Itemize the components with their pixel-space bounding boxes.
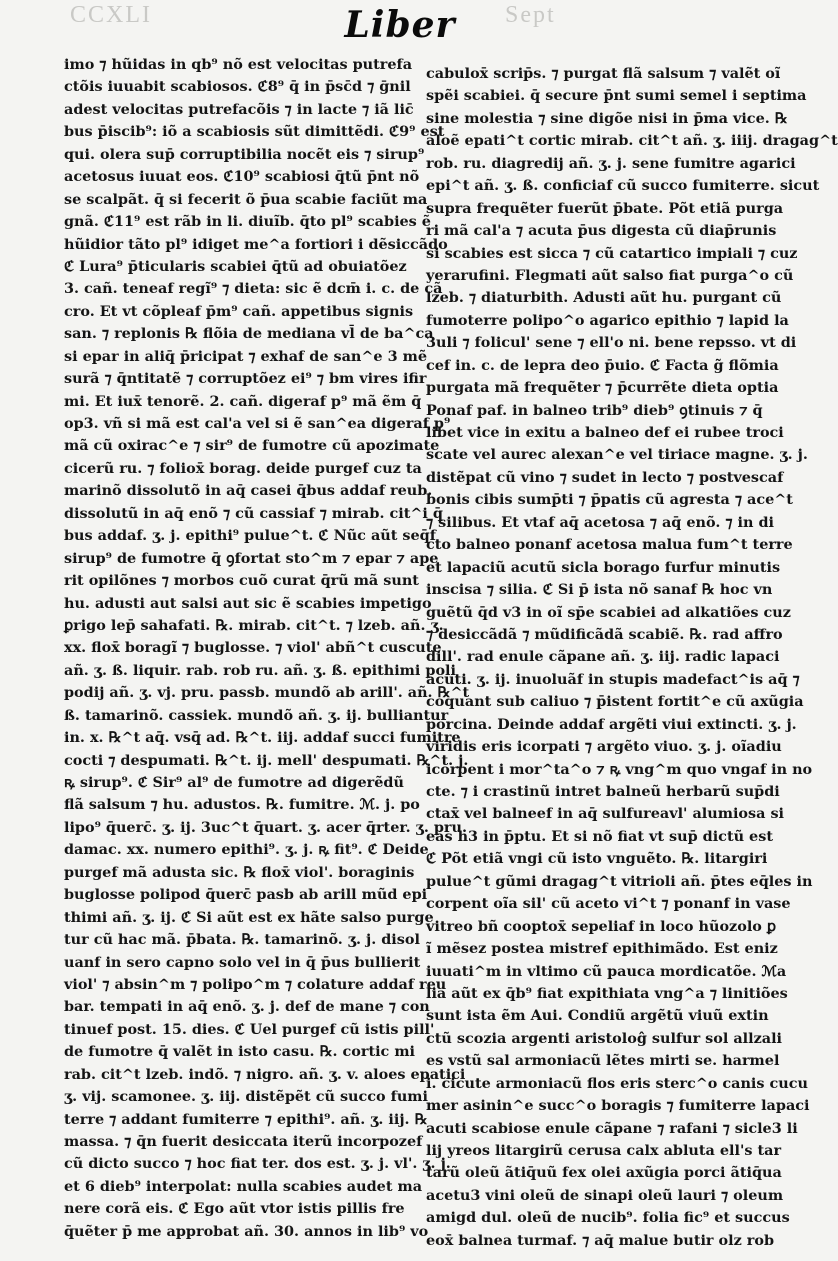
right-column-line: dill'. rad enule cãpane añ. ʒ. iij. radic lapaci (426, 648, 780, 666)
left-column-line: ß. tamarinõ. cassiek. mundõ añ. ʒ. ij. bulliantur (64, 706, 449, 724)
left-column-line: ꝶ sirup⁹. ℭ Sir⁹ al⁹ de fumotre ad digerẽdũ (64, 774, 404, 791)
right-column-line: inscisa ⁊ silia. ℭ Si p̄ ista nõ sanaf ℞ hoc vn (426, 581, 773, 599)
left-column-line: podij añ. ʒ. vj. pru. passb. mundõ ab arill'. añ. ℞^t (64, 684, 470, 702)
left-column-line: hu. adusti aut salsi aut sic ẽ scabies impetigo (64, 594, 432, 612)
left-column-line: ꝑrigo lep̄ sahafati. ℞. mirab. cit^t. ⁊ lzeb. añ. ʒ. (64, 616, 444, 634)
left-column-line: imo ⁊ hũidas in qb⁹ nõ est velocitas putrefa (64, 56, 413, 73)
running-head: Liber (344, 4, 456, 46)
left-column-line: purgef mã adusta sic. ℞ flox̄ viol'. boraginis (64, 863, 415, 881)
left-column-line: gnã. ℭ11⁹ est rãb in li. diuĩb. q̄to pl⁹ scabies ẽ (64, 213, 431, 231)
left-column-line: tinuef post. 15. dies. ℭ Uel purgef cũ istis pill' (64, 1020, 435, 1038)
right-column-line: purgata mã frequẽter ⁊ p̄currẽte dieta optia (426, 379, 779, 397)
right-column-line: acuti scabiose enule cãpane ⁊ rafani ⁊ sicle3 li (426, 1119, 798, 1137)
right-column-line: ĩ mẽsez postea mistref epithimãdo. Est eniz (426, 940, 778, 958)
right-column-line: viridis eris icorpati ⁊ argẽto viuo. ʒ. j. oĩadiu (426, 738, 782, 756)
right-column-line: yerarufini. Flegmati aũt salso fiat purga^o cũ (426, 266, 794, 284)
left-column-line: lipo⁹ q̄uerc̄. ʒ. ij. 3uc^t q̄uart. ʒ. acer q̄rter. ʒ. pru. (64, 818, 467, 836)
left-column-line: 3. cañ. teneaf regĩ⁹ ⁊ dieta: sic ẽ dcm̄ i. c. de cã (64, 280, 443, 298)
left-column-line: op3. vñ si mã est cal'a vel si ẽ san^ea digeraf p⁹ (64, 415, 451, 432)
left-column-line: bus p̄iscib⁹: iõ a scabiosis sũt dimittẽdi. ℭ9⁹ est (64, 123, 445, 141)
left-column-line: de fumotre q̄ valẽt in isto casu. ℞. cortic mi (64, 1043, 416, 1061)
left-column-line: sirup⁹ de fumotre q̄ ꝯfortat sto^m ⁊ epar ⁊ ape (64, 549, 439, 567)
right-column-line: bonis cibis sump̄ti ⁊ p̄patis cũ agresta ⁊ ace^t (426, 491, 793, 509)
right-column-line: epi^t añ. ʒ. ß. conficiaf cũ succo fumiterre. sicut (426, 177, 820, 195)
left-column-line: cicerũ ru. ⁊ foliox̄ borag. deide purgef cuz ta (64, 459, 422, 477)
right-column-line: guẽtũ q̄d v3 in oĩ sp̄e scabiei ad alkatiões cuz (426, 603, 791, 621)
left-column-line: acetosus iuuat eos. ℭ10⁹ scabiosi q̄tũ p̄nt nõ (64, 168, 420, 186)
left-column-line: viol' ⁊ absin^m ⁊ polipo^m ⁊ colature addaf reu (64, 975, 447, 993)
left-column-line: adest velocitas putrefacõis ⁊ in lacte ⁊ iã lic̄ (64, 100, 414, 118)
left-column-line: uanf in sero capno solo vel in q̄ p̄us bullierit (64, 953, 421, 971)
right-column-line: acetu3 vini oleũ de sinapi oleũ lauri ⁊ oleum (426, 1186, 784, 1204)
right-column-line: spẽi scabiei. q̄ secure p̄nt sumi semel i septima (426, 87, 807, 105)
left-column-line: marinõ dissolutõ in aq̄ casei q̄bus addaf reub. (64, 482, 433, 500)
left-column-line: si epar in aliq̄ p̄ricipat ⁊ exhaf de san^e 3 mẽ (64, 347, 427, 365)
right-column-line: amigd dul. oleũ de nucib⁹. folia fic⁹ et succus (426, 1209, 790, 1227)
left-column-line: hũidior tãto pl⁹ idiget me^a fortiori i dẽsiccãdo (64, 235, 448, 253)
right-column-line: acuti. ʒ. ij. inuoluãf in stupis madefact^is aq̄ ⁊ (426, 670, 800, 688)
left-column-line: bar. tempati in aq̄ enõ. ʒ. j. def de mane ⁊ con (64, 998, 430, 1016)
right-column-line: ctũ scozia argenti aristoloĝ sulfur sol allzali (426, 1029, 783, 1047)
left-column-line: san. ⁊ replonis ℞ flõia de mediana vl̄ de ba^ca (64, 325, 434, 343)
right-column-line: 3uli ⁊ folicul' sene ⁊ ell'o ni. bene repsso. vt di (426, 334, 797, 352)
right-column-line: ri mã cal'a ⁊ acuta p̄us digesta cũ diap̄runis (426, 222, 777, 240)
left-column-line: añ. ʒ. ß. liquir. rab. rob ru. añ. ʒ. ß. epithimi poli (64, 661, 456, 679)
left-column-line: cro. Et vt cõpleaf p̄m⁹ cañ. appetibus signis (64, 302, 414, 320)
left-column-line: rit opilõnes ⁊ morbos cuõ curat q̄rũ mã sunt (64, 572, 419, 590)
right-column-line: eox̄ balnea turmaf. ⁊ aq̄ malue butir olz rob (426, 1231, 775, 1249)
right-column-line: coquant sub caliuo ⁊ p̄istent fortit^e cũ axũgia (426, 693, 804, 711)
right-column-line: libet vice in exitu a balneo def ei rubee troci (426, 424, 784, 441)
left-column-line: q̄uẽter p̄ me approbat añ. 30. annos in lib⁹ vo (64, 1222, 429, 1240)
right-column-line: cto balneo ponanf acetosa malua fum^t terre (426, 536, 793, 554)
left-column-line: cocti ⁊ despumati. ℞^t. ij. mell' despumati. ℞^t. j. (64, 751, 469, 769)
left-column-line: in. x. ℞^t aq̄. vsq̄ ad. ℞^t. iij. addaf succi fumitre (64, 729, 461, 747)
right-column-line: distẽpat cũ vino ⁊ sudet in lecto ⁊ postvescaf (426, 468, 784, 486)
left-column-line: tur cũ hac mã. p̄bata. ℞. tamarinõ. ʒ. j. disol (64, 931, 420, 949)
right-column-line: es vstũ sal armoniacũ lẽtes mirti se. harmel (426, 1052, 780, 1070)
right-column-line: icorpent i mor^ta^o ⁊ ꝶ vng^m quo vngaf in no (426, 760, 813, 778)
right-column-line: si scabies est sicca ⁊ cũ catartico impiali ⁊ cuz (426, 244, 798, 262)
right-column-line: cte. ⁊ i crastinũ intret balneũ herbarũ sup̄di (426, 783, 780, 800)
left-column-line: xx. flox̄ boragĩ ⁊ buglosse. ⁊ viol' abñ^t cuscute (64, 639, 442, 657)
left-column-line: damac. xx. numero epithi⁹. ʒ. j. ꝶ fit⁹. ℭ Deide (64, 841, 429, 859)
right-column-line: sine molestia ⁊ sine digõe nisi in p̄ma vice. ℞ (426, 109, 788, 127)
right-column-line: i. cicute armoniacũ flos eris sterc^o canis cucu (426, 1074, 808, 1092)
right-column-line: corpent oĩa sil' cũ aceto vi^t ⁊ ponanf in vase (426, 895, 791, 913)
right-column-line: iuuati^m in vltimo cũ pauca mordicatõe. ℳa (426, 962, 787, 980)
right-column-line: cef in. c. de lepra deo p̄uio. ℭ Facta g̃ flõmia (426, 356, 779, 374)
left-column-line: se scalpãt. q̄ si fecerit õ p̄ua scabie faciũt ma (64, 190, 428, 208)
bleed-through-left: CCXLI (70, 2, 152, 28)
right-column-line: mer asinin^e succ^o boragis ⁊ fumiterre lapaci (426, 1097, 810, 1115)
left-column-line: bus addaf. ʒ. j. epithi⁹ pulue^t. ℭ Nũc aũt seq̄f (64, 527, 436, 545)
right-column-line: tarũ oleũ ãtiq̄uũ fex olei axũgia porci ãtiq̄ua (426, 1164, 782, 1182)
left-column-line: et 6 dieb⁹ interpolat: nulla scabies audet ma (64, 1177, 423, 1195)
left-column-line: thimi añ. ʒ. ij. ℭ Si aũt est ex hãte salso purge (64, 908, 434, 926)
left-column-line: mã cũ oxirac^e ⁊ sir⁹ de fumotre cũ apozimate (64, 437, 440, 455)
left-column-line: flã salsum ⁊ hu. adustos. ℞. fumitre. ℳ. j. po (64, 796, 420, 814)
left-column-line: rab. cit^t lzeb. indõ. ⁊ nigro. añ. ʒ. v. aloes epatici (64, 1065, 466, 1083)
right-column-line: aloẽ epati^t cortic mirab. cit^t añ. ʒ. iiij. dragag^t (426, 132, 838, 150)
left-text-column (64, 54, 470, 1243)
left-column-line: mi. Et iux̄ tenorẽ. 2. cañ. digeraf p⁹ mã ẽm q̄ (64, 392, 422, 410)
right-column-line: lzeb. ⁊ diaturbith. Adusti aũt hu. purgant cũ (426, 289, 782, 307)
left-column-line: ℭ Lura⁹ p̄ticularis scabiei q̄tũ ad obuiatõez (64, 257, 407, 275)
right-column-line: rob. ru. diagredij añ. ʒ. j. sene fumitre agarici (426, 154, 796, 172)
right-column-line: ctax̄ vel balneef in aq̄ sulfureavl' alumiosa si (426, 805, 785, 823)
right-column-line: et lapaciũ acutũ sicla borago furfur minutis (426, 558, 781, 576)
right-column-line: fumoterre polipo^o agarico epithio ⁊ lapid la (426, 311, 789, 329)
right-column-line: sunt ista ẽm Aui. Condiũ argẽtũ viuũ extin (426, 1007, 769, 1025)
right-column-line: vitreo bñ cooptox̄ sepeliaf in loco hũozolo ꝑ (426, 917, 777, 935)
right-column-line: scate vel aurec alexan^e vel tiriace magne. ʒ. j. (426, 446, 808, 464)
right-column-line: ℭ Põt etiã vngi cũ isto vnguẽto. ℞. litargiri (426, 850, 768, 868)
left-column-line: ʒ. vij. scamonee. ʒ. iij. distẽpẽt cũ succo fumi (64, 1088, 428, 1106)
right-column-line: lia aũt ex q̄b⁹ fiat expithiata vng^a ⁊ linitiões (426, 984, 788, 1002)
left-column-line: qui. olera sup̄ corruptibilia nocẽt eis ⁊ sirup⁹ (64, 145, 425, 163)
left-column-line: buglosse polipod q̄uerc̄ pasb ab arill mũd epi (64, 886, 428, 904)
right-column-line: ⁊ desiccãdã ⁊ mũdificãdã scabiẽ. ℞. rad affro (426, 625, 783, 643)
right-column-line: porcina. Deinde addaf argẽti viui extincti. ʒ. j. (426, 715, 797, 733)
left-column-line: surã ⁊ q̄ntitatẽ ⁊ corruptõez ei⁹ ⁊ bm vires ifir (64, 370, 427, 388)
left-column-line: dissolutũ in aq̄ enõ ⁊ cũ cassiaf ⁊ mirab. cit^i q̄ (64, 504, 443, 522)
left-column-line: nere corã eis. ℭ Ego aũt vtor istis pillis fre (64, 1200, 405, 1218)
right-column-line: eas h3 in p̄ptu. Et si nõ fiat vt sup̄ dictũ est (426, 827, 773, 845)
left-column-line: cũ dicto succo ⁊ hoc fiat ter. dos est. ʒ. j. vl'. ʒ. j. (64, 1155, 451, 1173)
right-text-column (426, 63, 838, 1252)
left-column-line: massa. ⁊ q̄n fuerit desiccata iterũ incorpozef (64, 1133, 423, 1150)
right-column-line: Ponaf paf. in balneo trib⁹ dieb⁹ ꝯtinuis ⁊ q̄ (426, 401, 763, 419)
right-column-line: cabulox̄ scrip̄s. ⁊ purgat flã salsum ⁊ valẽt oĩ (426, 65, 781, 82)
right-column-line: lij yreos litargirũ cerusa calx abluta ell's tar (426, 1142, 782, 1159)
right-column-line: supra frequẽter fuerũt p̄bate. Põt etiã purga (426, 199, 784, 217)
left-column-line: terre ⁊ addant fumiterre ⁊ epithi⁹. añ. ʒ. iij. ℞ (64, 1110, 428, 1128)
right-column-line: pulue^t gũmi dragag^t vitrioli añ. p̄tes eq̄les in (426, 872, 813, 890)
right-column-line: ⁊ silibus. Et vtaf aq̄ acetosa ⁊ aq̄ enõ. ⁊ in di (426, 513, 774, 531)
left-column-line: ctõis iuuabit scabiosos. ℭ8⁹ q̄ in p̄sc̄d ⁊ ḡnil (64, 78, 411, 96)
bleed-through-right: Sept (505, 2, 556, 28)
